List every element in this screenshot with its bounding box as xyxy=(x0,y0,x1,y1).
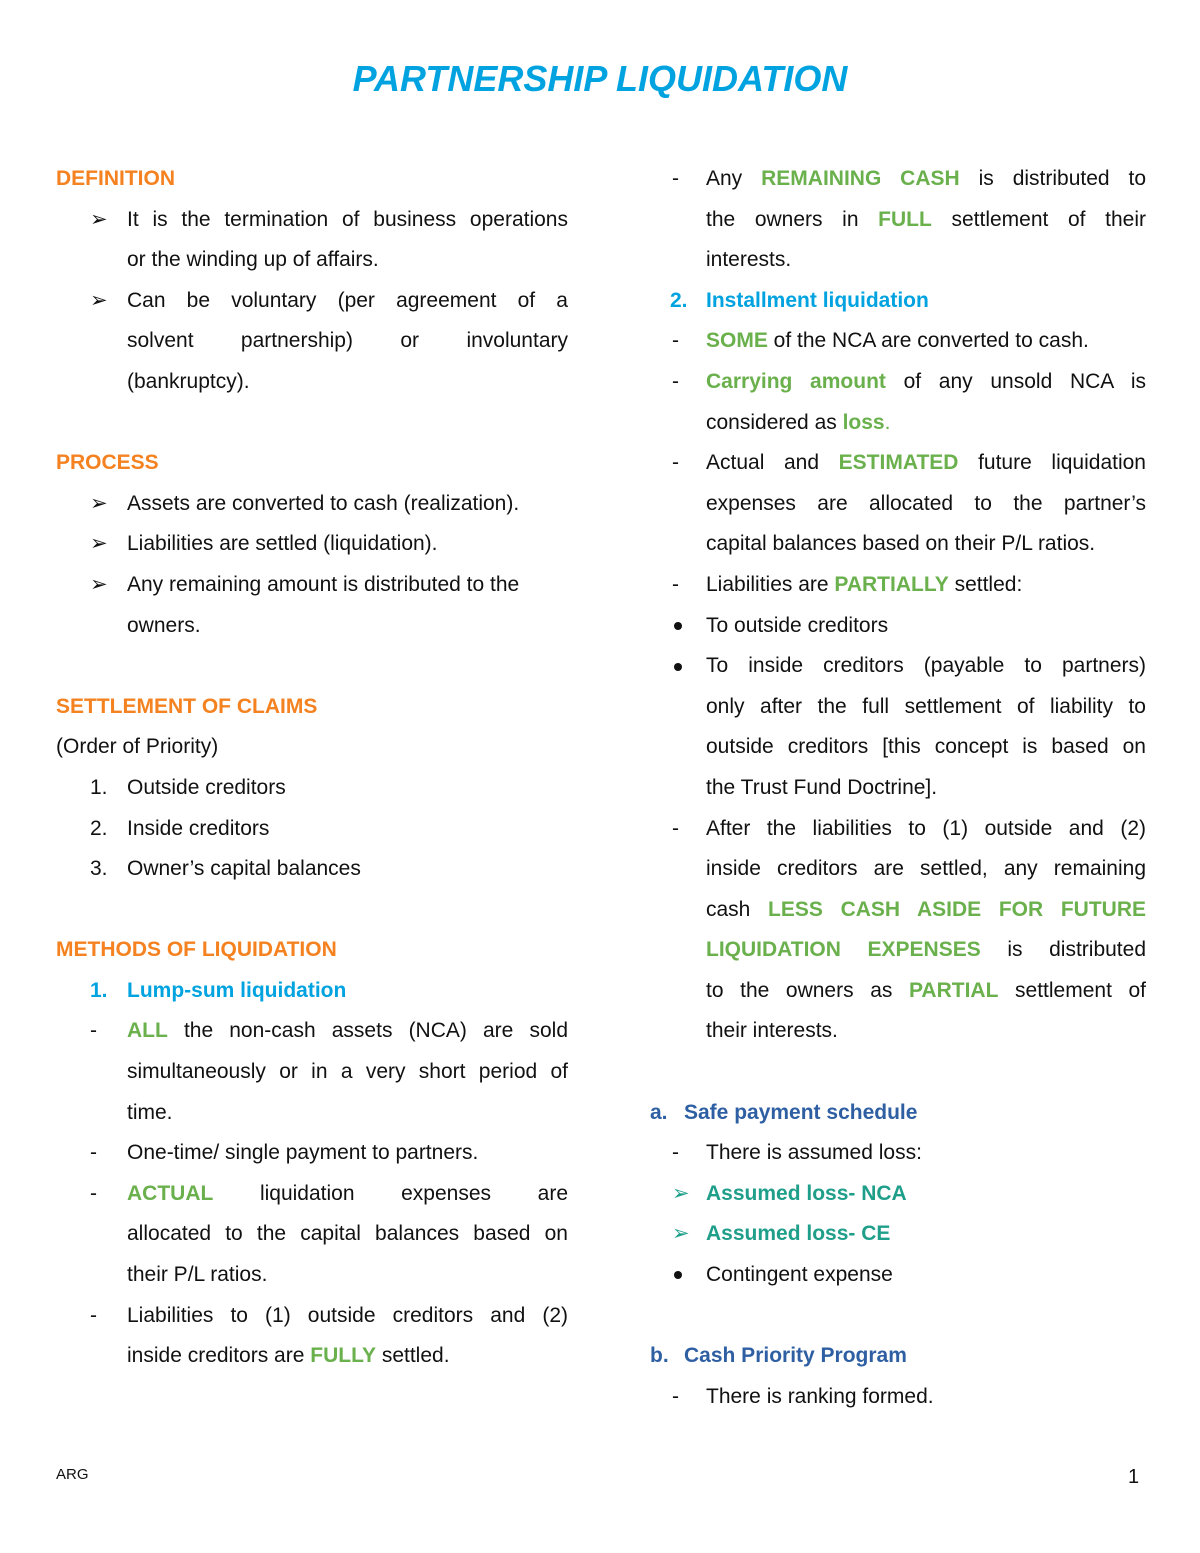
process-item-3: ➢ Any remaining amount is distributed to the xyxy=(56,565,568,606)
dash-bullet: - xyxy=(672,1141,679,1165)
process-item-2: ➢ Liabilities are settled (liquidation). xyxy=(56,524,568,565)
process-heading: PROCESS xyxy=(56,451,159,475)
settlement-item: 2. Inside creditors xyxy=(90,816,270,840)
lump-sum-point: - ACTUAL liquidation expenses are xyxy=(56,1174,568,1215)
bullet-dot-icon xyxy=(674,622,682,630)
installment-point: - Liabilities are PARTIALLY settled: xyxy=(670,565,1146,606)
lump-sum-heading: 1. Lump-sum liquidation xyxy=(90,978,347,1002)
cash-priority-point: - There is ranking formed. xyxy=(670,1377,1146,1418)
safe-payment-heading: a. Safe payment schedule xyxy=(650,1100,918,1124)
arrow-bullet-icon: ➢ xyxy=(672,1181,690,1205)
left-column: DEFINITION ➢ It is the termination of business operations or the winding up of affairs. ➢ Can be voluntary (per agreement of a solvent partnership) or involuntary (bankruptcy). PROCESS ➢ Assets are converted to cash (realization). ➢ Liabilities are settled (liquidation). ➢ Any remaining amount is distributed to the owners. SETTLEMENT OF CLAIMS (Order of Priority) 1. Outside creditors 2. Inside creditors 3. Owner’s capital balances METHODS OF LIQUIDATION 1. Lump-sum liquidation - ALL the non-cash assets (NCA) are sold simultaneously or in a very short period of time. - One-time/ single payment to partners. - ACTUAL liquidation expenses are allocated to the capital balances based on their P/L ratios. - Liabilities to (1) outside creditors and (2) inside creditors are FULLY settled. xyxy=(56,159,568,1377)
assumed-loss-item: ➢ Assumed loss- CE xyxy=(670,1214,1146,1255)
page-number: 1 xyxy=(1128,1466,1140,1488)
definition-item-1: ➢ It is the termination of business operations xyxy=(56,200,568,241)
lump-sum-point: - One-time/ single payment to partners. xyxy=(56,1133,568,1174)
creditor-bullet: To outside creditors xyxy=(670,606,1146,647)
safe-payment-point: - There is assumed loss: xyxy=(670,1133,1146,1174)
dash-bullet: - xyxy=(672,451,679,475)
definition-heading: DEFINITION xyxy=(56,167,175,190)
dash-bullet: - xyxy=(90,1141,97,1165)
dash-bullet: - xyxy=(672,369,679,393)
cash-priority-heading: b. Cash Priority Program xyxy=(650,1344,907,1368)
settlement-item: 1. Outside creditors xyxy=(90,775,286,799)
dash-bullet: - xyxy=(672,167,679,190)
methods-heading: METHODS OF LIQUIDATION xyxy=(56,938,337,962)
settlement-item: 3. Owner’s capital balances xyxy=(90,857,361,881)
footer-author: ARG xyxy=(56,1466,89,1483)
assumed-loss-item: ➢ Assumed loss- NCA xyxy=(670,1174,1146,1215)
contingent-expense-item: Contingent expense xyxy=(670,1255,1146,1296)
arrow-bullet-icon: ➢ xyxy=(672,1222,690,1246)
arrow-bullet-icon: ➢ xyxy=(90,491,108,515)
installment-point: - After the liabilities to (1) outside and (2) xyxy=(670,809,1146,850)
lump-sum-point: - Any REMAINING CASH is distributed to xyxy=(670,159,1146,200)
arrow-bullet-icon: ➢ xyxy=(90,207,108,231)
lump-sum-point: - ALL the non-cash assets (NCA) are sold xyxy=(56,1011,568,1052)
installment-point: - SOME of the NCA are converted to cash. xyxy=(670,321,1146,362)
dash-bullet: - xyxy=(90,1303,97,1327)
settlement-subheading: (Order of Priority) xyxy=(56,735,219,759)
dash-bullet: - xyxy=(672,1384,679,1408)
creditor-bullet: To inside creditors (payable to partners) xyxy=(670,646,1146,687)
dash-bullet: - xyxy=(90,1181,97,1205)
page-title: PARTNERSHIP LIQUIDATION xyxy=(352,58,848,99)
dash-bullet: - xyxy=(672,816,679,840)
right-column: - Any REMAINING CASH is distributed to the owners in FULL settlement of their interests. 2. Installment liquidation - SOME of the NCA are converted to cash. - Carrying amount of any unsold NCA is considered as loss. - Actual and ESTIMATED future liquidation expenses are allocated to the partner’s capital balances based on their P/L ratios. - Liabilities are PARTIALLY settled: To outside creditors To inside creditors (payable to partners) only after the full settlement of liability to outside creditors [this concept is based on the Trust Fund Doctrine]. - After the liabilities to (1) outside and (2) inside creditors are settled, any remaining cash LESS CASH ASIDE FOR FUTURE LIQUIDATION EXPENSES is distributed to the owners as PARTIAL settlement of their interests. a. Safe payment schedule - There is assumed loss: ➢ Assumed loss- NCA ➢ Assumed loss- CE Contingent expense b. Cash Priority Program - There is ranking formed. xyxy=(670,159,1146,1417)
installment-heading: 2. Installment liquidation xyxy=(670,288,929,312)
arrow-bullet-icon: ➢ xyxy=(90,532,108,556)
bullet-dot-icon xyxy=(674,1271,682,1279)
lump-sum-point: - Liabilities to (1) outside creditors and (2) xyxy=(56,1296,568,1337)
dash-bullet: - xyxy=(672,329,679,353)
dash-bullet: - xyxy=(672,572,679,596)
installment-point: - Carrying amount of any unsold NCA is xyxy=(670,362,1146,403)
bullet-dot-icon xyxy=(674,663,682,671)
process-item-1: ➢ Assets are converted to cash (realization). xyxy=(56,484,568,525)
dash-bullet: - xyxy=(90,1019,97,1043)
arrow-bullet-icon: ➢ xyxy=(90,572,108,596)
arrow-bullet-icon: ➢ xyxy=(90,288,108,312)
installment-point: - Actual and ESTIMATED future liquidation xyxy=(670,443,1146,484)
settlement-heading: SETTLEMENT OF CLAIMS xyxy=(56,694,318,718)
definition-item-2: ➢ Can be voluntary (per agreement of a xyxy=(56,281,568,322)
